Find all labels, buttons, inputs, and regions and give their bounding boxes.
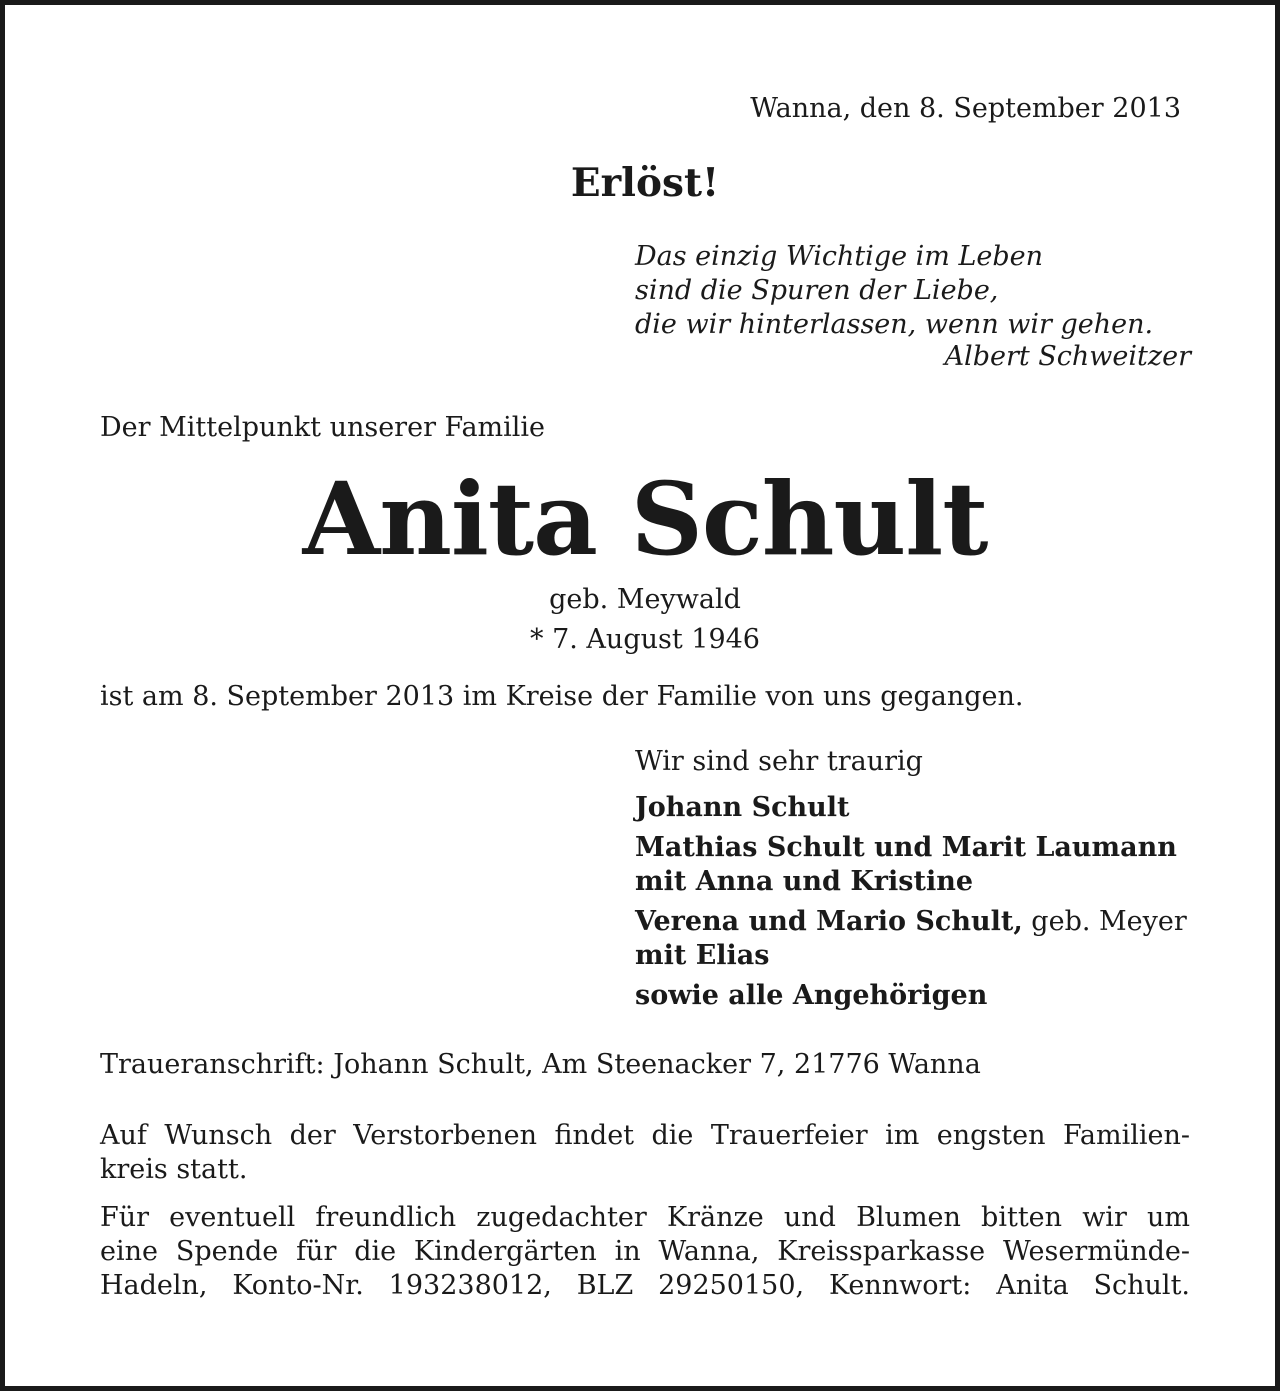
passing-text: ist am 8. September 2013 im Kreise der Familie von uns gegangen. (100, 681, 1024, 712)
deceased-name: Anita Schult (302, 460, 988, 578)
mourner-name: Verena und Mario Schult, (635, 906, 1023, 937)
mourner-group (635, 791, 1195, 825)
donation-note (100, 1201, 1190, 1303)
quote-line: Das einzig Wichtige im Leben (635, 241, 1044, 272)
mourner-name: mit Anna und Kristine (635, 866, 974, 897)
mourner-maiden-name: geb. Meyer (1022, 906, 1187, 937)
mourner-group (635, 831, 1195, 899)
quote-line: sind die Spuren der Liebe, (635, 275, 999, 306)
mourner-name: Mathias Schult und Marit Laumann (635, 832, 1177, 863)
mourners-intro: Wir sind sehr traurig (635, 746, 923, 777)
mourner-group (635, 979, 1195, 1013)
place-date: Wanna, den 8. September 2013 (750, 93, 1181, 124)
mourner-name: mit Elias (635, 940, 770, 971)
intro-text: Der Mittelpunkt unserer Familie (100, 412, 546, 443)
paragraph-line: eine Spende für die Kindergärten in Wanna, Kreissparkasse Wesermünde- (100, 1236, 1190, 1267)
maiden-name: geb. Meywald (549, 584, 741, 615)
birth-date: * 7. August 1946 (530, 624, 760, 655)
paragraph-line: kreis statt. (100, 1154, 248, 1185)
paragraph-line: Für eventuell freundlich zugedachter Kränze und Blumen bitten wir um (100, 1202, 1190, 1233)
mourner-name-line (635, 905, 1195, 939)
paragraph-line: Hadeln, Konto-Nr. 193238012, BLZ 29250150, Kennwort: Anita Schult. (100, 1270, 1190, 1301)
paragraph-line: Auf Wunsch der Verstorbenen findet die Trauerfeier im engsten Familien- (100, 1120, 1190, 1151)
funeral-note (100, 1119, 1190, 1187)
headline: Erlöst! (570, 160, 720, 206)
mourner-name: sowie alle Angehörigen (635, 980, 988, 1011)
mourning-address: Traueranschrift: Johann Schult, Am Steenacker 7, 21776 Wanna (100, 1049, 981, 1080)
quote-author: Albert Schweitzer (944, 341, 1191, 372)
mourner-name: Johann Schult (635, 792, 850, 823)
quote-block (635, 240, 1191, 374)
quote-line: die wir hinterlassen, wenn wir gehen. (635, 309, 1154, 340)
mourner-group (635, 905, 1195, 973)
mourners-block (635, 745, 1195, 1019)
